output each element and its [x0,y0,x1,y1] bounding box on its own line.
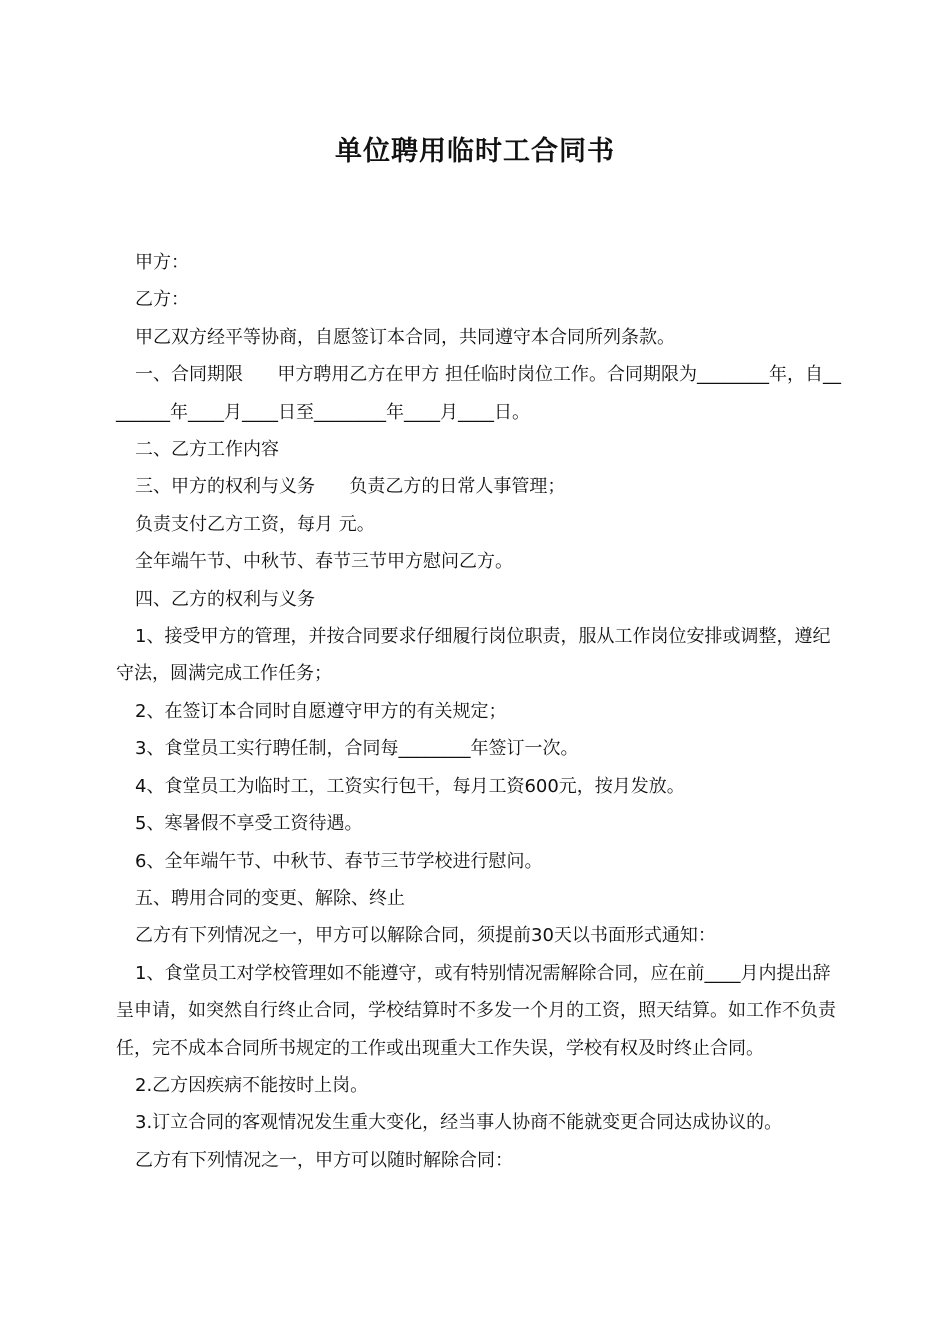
paragraph-item-1: 1、接受甲方的管理，并按合同要求仔细履行岗位职责，服从工作岗位安排或调整，遵纪守法，圆满完成工作任务； [116,626,831,685]
document-body [116,244,846,1179]
paragraph-item-4: 4、食堂员工为临时工，工资实行包干，每月工资600元，按月发放。 [135,775,685,797]
paragraph-termination-notice: 乙方有下列情况之一，甲方可以解除合同，须提前30天以书面形式通知： [135,925,716,947]
paragraph-party-b: 乙方： [135,289,189,311]
paragraph-section-5: 五、聘用合同的变更、解除、终止 [135,887,405,909]
paragraph-termination-1: 1、食堂员工对学校管理如不能遵守，或有特别情况需解除合同，应在前____月内提出辞呈申请，如突然自行终止合同，学校结算时不多发一个月的工资，照天结算。如工作不负责任，完不成本合同所书规定的工作或出现重大工作失误，学校有权及时终止合同。 [116,962,836,1059]
paragraph-party-b-rights: 四、乙方的权利与义务 [135,588,315,610]
paragraph-holiday-a: 全年端午节、中秋节、春节三节甲方慰问乙方。 [135,551,513,573]
document-title: 单位聘用临时工合同书 [335,136,615,167]
paragraph-termination-2: 2.乙方因疾病不能按时上岗。 [135,1074,369,1096]
paragraph-party-a: 甲方： [135,252,189,273]
paragraph-item-2: 2、在签订本合同时自愿遵守甲方的有关规定； [135,700,507,722]
paragraph-party-a-rights: 三、甲方的权利与义务 负责乙方的日常人事管理； [135,476,566,498]
paragraph-work-content: 二、乙方工作内容 [135,439,279,461]
paragraph-item-5: 5、寒暑假不享受工资待遇。 [135,813,363,835]
paragraph-intro: 甲乙双方经平等协商，自愿签订本合同，共同遵守本合同所列条款。 [135,326,675,348]
paragraph-salary: 负责支付乙方工资，每月 元。 [135,513,375,535]
paragraph-item-6: 6、全年端午节、中秋节、春节三节学校进行慰问。 [135,850,543,872]
paragraph-contract-term: 一、合同期限 甲方聘用乙方在甲方 担任临时岗位工作。合同期限为________年，自________年____月____日至________年____月____日。 [116,364,842,423]
paragraph-immediate-termination: 乙方有下列情况之一，甲方可以随时解除合同： [135,1149,513,1171]
paragraph-item-3: 3、食堂员工实行聘任制，合同每________年签订一次。 [135,738,579,760]
paragraph-termination-3: 3.订立合同的客观情况发生重大变化，经当事人协商不能就变更合同达成协议的。 [135,1112,783,1134]
